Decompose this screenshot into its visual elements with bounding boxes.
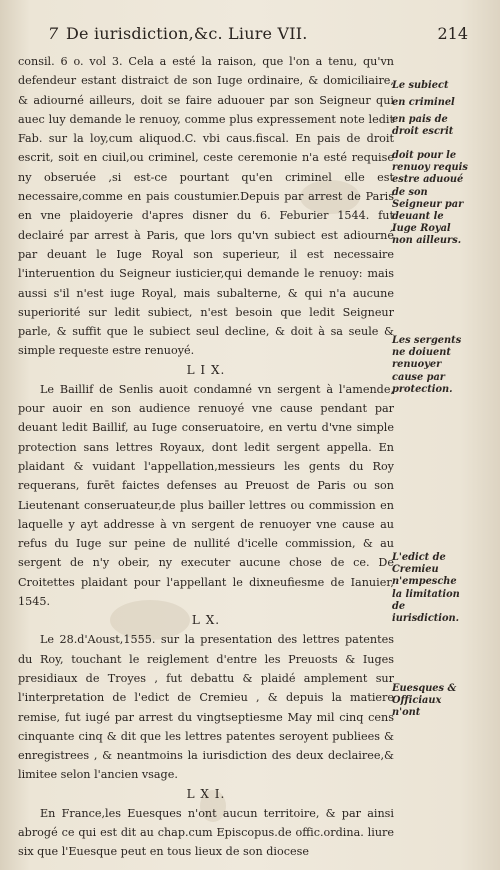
page-number: 7	[48, 24, 59, 43]
running-title: De iurisdiction,&c. Liure VII.	[66, 24, 308, 43]
section-heading: L I X.	[186, 362, 226, 377]
page-header	[48, 24, 468, 46]
margin-note: en pais de droit escrit	[392, 114, 454, 138]
margin-note: L'edict de Cremieu n'empesche la limitation de iurisdiction.	[392, 552, 460, 625]
margin-note: doit pour le renuoy requis estre aduoué de son Seigneur par deuant le Iuge Royal non ailleurs.	[392, 150, 468, 247]
margin-note: Le subiect	[392, 80, 449, 91]
paragraph: En France,les Euesques n'ont aucun territoire, & par ainsi abrogé ce qui est dit au chap.cum Episcopus.de offic.ordina. liure six que l'Euesque peut en tous lieux de son diocese	[18, 806, 394, 859]
margin-note: Les sergents ne doiuent renuoyer cause par protection.	[392, 335, 462, 395]
paragraph: Le 28.d'Aoust,1555. sur la presentation des lettres patentes du Roy, touchant le reiglement d'entre les Preuosts & Iuges presidiaux de Troyes , fut debattu & plaidé amplement sur l'interpretation de l'edict de Cremieu , & depuis la matiere remise, fut iugé par arrest du vingtseptiesme May mil cinq cens cinquante cinq & dit que les lettres patentes seroyent publiees & enregistrees , & neantmoins la iurisdiction des deux declairee,& limitee selon l'ancien vsage.	[18, 633, 394, 782]
section-heading: L X.	[191, 613, 221, 628]
folio-number: 214	[437, 24, 468, 43]
section-heading: L X I.	[186, 786, 226, 801]
paragraph-continuation: consil. 6 o. vol 3. Cela a esté la raison, que l'on a tenu, qu'vn defendeur estant distraict de son Iuge ordinaire, & domiciliaire, & adiourné ailleurs, doit se faire aduouer par son Seigneur qui auec luy demande le renuoy, comme plus expressement note ledit Fab. sur la loy,cum aliquod.C. vbi caus.fiscal. En pais de droit escrit, soit en ciuil,ou criminel, ceste ceremonie n'a esté requise ny obseruée ,si est-ce pourtant qu'en criminel elle est necessaire,comme en pais coustumier.Depuis par arrest de Paris en vne plaidoyerie d'apres disner du 6. Feburier 1544. fut declairé par arrest à Paris, que lors qu'vn subiect est adiourné par deuant le Iuge Royal son superieur, il est necessaire l'interuention du Seigneur iusticier,qui demande le renuoy: mais aussi s'il n'est iuge Royal, mais subalterne, & qui n'a aucune superiorité sur ledit subiect, n'est besoin que ledit Seigneur parle, & suffit que le subiect seul decline, & doit à sa seule & simple requeste estre renuoyé.	[18, 55, 394, 358]
paragraph: Le Baillif de Senlis auoit condamné vn sergent à l'amende, pour auoir en son audience renuoyé vne cause pendant par deuant ledit Baillif, au Iuge conseruatoire, en vertu d'vne simple protection sans lettres Royaux, dont ledit sergent appella. En plaidant & vuidant l'appellation,messieurs les gents du Roy requerans, furēt faictes defenses au Preuost de Paris ou son Lieutenant conseruateur,de plus bailler lettres ou commission en laquelle y ayt addresse à vn sergent de renuoyer vne cause au refus du Iuge sur peine de nullité d'icelle commission, & au sergent de n'y obeir, ny executer aucune chose de ce. De Croitettes plaidant pour l'appellant le dixneufiesme de Ianuier, 1545.	[18, 382, 394, 609]
main-text	[18, 52, 394, 862]
margin-note: en criminel	[392, 97, 455, 108]
margin-note: Euesques & Officiaux n'ont	[392, 683, 457, 719]
